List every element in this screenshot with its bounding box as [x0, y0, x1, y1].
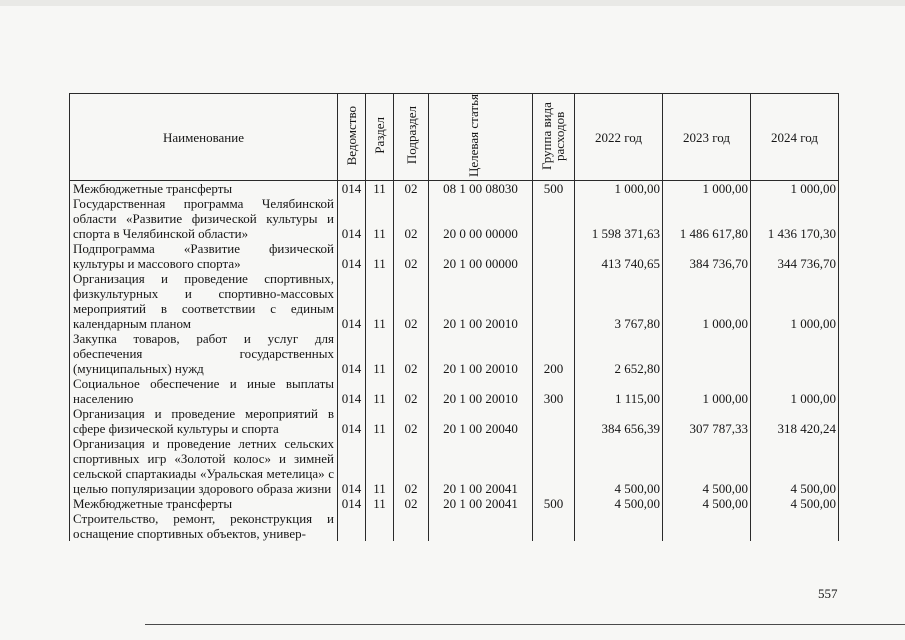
row-name: Межбюджетные трансферты — [70, 496, 338, 511]
header-2023: 2023 год — [663, 94, 751, 181]
table-header-row — [70, 94, 839, 181]
row-exptype — [533, 406, 575, 436]
row-section: 11 — [366, 181, 394, 197]
row-2024: 4 500,00 — [751, 436, 839, 496]
table-row — [70, 436, 839, 496]
row-exptype — [533, 271, 575, 331]
header-name: Наименование — [70, 94, 338, 181]
row-target: 20 1 00 20010 — [429, 376, 533, 406]
row-subsection: 02 — [394, 406, 429, 436]
row-exptype — [533, 241, 575, 271]
row-exptype — [533, 436, 575, 496]
row-subsection — [394, 511, 429, 541]
row-2024: 1 000,00 — [751, 376, 839, 406]
row-exptype: 200 — [533, 331, 575, 376]
row-2023: 1 486 617,80 — [663, 196, 751, 241]
row-section: 11 — [366, 406, 394, 436]
row-target: 20 1 00 00000 — [429, 241, 533, 271]
row-2022: 1 598 371,63 — [575, 196, 663, 241]
row-2022: 2 652,80 — [575, 331, 663, 376]
table-row — [70, 496, 839, 511]
row-exptype: 300 — [533, 376, 575, 406]
row-2024: 4 500,00 — [751, 496, 839, 511]
budget-table — [69, 93, 839, 541]
header-target: Целевая статья — [429, 94, 533, 181]
row-2023: 1 000,00 — [663, 376, 751, 406]
row-target: 20 1 00 20040 — [429, 406, 533, 436]
row-exptype — [533, 511, 575, 541]
row-section: 11 — [366, 496, 394, 511]
row-2023: 1 000,00 — [663, 181, 751, 197]
row-section: 11 — [366, 331, 394, 376]
row-2024 — [751, 511, 839, 541]
row-subsection: 02 — [394, 376, 429, 406]
header-dept: Ведомство — [338, 94, 366, 181]
row-target: 20 1 00 20010 — [429, 331, 533, 376]
row-2023: 384 736,70 — [663, 241, 751, 271]
row-subsection: 02 — [394, 241, 429, 271]
table-row — [70, 241, 839, 271]
row-target: 20 1 00 20010 — [429, 271, 533, 331]
row-target — [429, 511, 533, 541]
row-2023: 4 500,00 — [663, 436, 751, 496]
row-target: 08 1 00 08030 — [429, 181, 533, 197]
row-subsection: 02 — [394, 436, 429, 496]
row-2023 — [663, 511, 751, 541]
row-exptype — [533, 196, 575, 241]
row-name: Строительство, ремонт, реконструкция и оснащение спортивных объектов, универ- — [70, 511, 338, 541]
row-name: Межбюджетные трансферты — [70, 181, 338, 197]
row-dept: 014 — [338, 376, 366, 406]
row-target: 20 1 00 20041 — [429, 436, 533, 496]
row-target: 20 1 00 20041 — [429, 496, 533, 511]
row-subsection: 02 — [394, 331, 429, 376]
row-2024: 1 436 170,30 — [751, 196, 839, 241]
row-dept — [338, 511, 366, 541]
row-section: 11 — [366, 376, 394, 406]
row-name: Подпрограмма «Развитие физической культуры и массового спорта» — [70, 241, 338, 271]
row-section: 11 — [366, 196, 394, 241]
row-name: Организация и проведение летних сельских спортивных игр «Золотой колос» и зимней сельской спартакиады «Уральская метелица» с целью популяризации здорового образа жизни — [70, 436, 338, 496]
row-2022: 384 656,39 — [575, 406, 663, 436]
row-dept: 014 — [338, 196, 366, 241]
row-target: 20 0 00 00000 — [429, 196, 533, 241]
row-dept: 014 — [338, 241, 366, 271]
row-2022: 4 500,00 — [575, 436, 663, 496]
header-2022: 2022 год — [575, 94, 663, 181]
page-number: 557 — [818, 586, 838, 601]
row-exptype: 500 — [533, 496, 575, 511]
table-row — [70, 376, 839, 406]
row-name: Организация и проведение спортивных, физкультурных и спортивно-массовых мероприятий в соответствии с единым календарным планом — [70, 271, 338, 331]
header-subsection: Подраздел — [394, 94, 429, 181]
table-row — [70, 181, 839, 197]
row-dept: 014 — [338, 181, 366, 197]
row-name: Социальное обеспечение и иные выплаты населению — [70, 376, 338, 406]
row-dept: 014 — [338, 406, 366, 436]
header-section: Раздел — [366, 94, 394, 181]
row-dept: 014 — [338, 436, 366, 496]
row-subsection: 02 — [394, 271, 429, 331]
row-section: 11 — [366, 271, 394, 331]
table-row — [70, 196, 839, 241]
row-2022 — [575, 511, 663, 541]
page-top-edge — [0, 0, 905, 6]
row-2022: 1 115,00 — [575, 376, 663, 406]
row-section: 11 — [366, 436, 394, 496]
row-2023: 1 000,00 — [663, 271, 751, 331]
row-subsection: 02 — [394, 496, 429, 511]
page-bottom-rule — [145, 624, 905, 625]
row-2023: 4 500,00 — [663, 496, 751, 511]
row-section: 11 — [366, 241, 394, 271]
row-dept: 014 — [338, 271, 366, 331]
row-name: Закупка товаров, работ и услуг для обеспечения государственных (муниципальных) нужд — [70, 331, 338, 376]
row-2022: 3 767,80 — [575, 271, 663, 331]
row-name: Организация и проведение мероприятий в сфере физической культуры и спорта — [70, 406, 338, 436]
row-2023 — [663, 331, 751, 376]
row-2022: 4 500,00 — [575, 496, 663, 511]
row-dept: 014 — [338, 331, 366, 376]
row-name: Государственная программа Челябинской области «Развитие физической культуры и спорта в Челябинской области» — [70, 196, 338, 241]
row-subsection: 02 — [394, 181, 429, 197]
table-row — [70, 406, 839, 436]
row-section — [366, 511, 394, 541]
row-2024: 318 420,24 — [751, 406, 839, 436]
header-exptype: Группа вида расходов — [533, 94, 575, 181]
row-2022: 413 740,65 — [575, 241, 663, 271]
table-row — [70, 271, 839, 331]
header-2024: 2024 год — [751, 94, 839, 181]
row-2024 — [751, 331, 839, 376]
row-dept: 014 — [338, 496, 366, 511]
row-subsection: 02 — [394, 196, 429, 241]
row-2022: 1 000,00 — [575, 181, 663, 197]
row-2024: 1 000,00 — [751, 181, 839, 197]
row-2024: 1 000,00 — [751, 271, 839, 331]
table-row — [70, 331, 839, 376]
row-2023: 307 787,33 — [663, 406, 751, 436]
table-row — [70, 511, 839, 541]
row-exptype: 500 — [533, 181, 575, 197]
row-2024: 344 736,70 — [751, 241, 839, 271]
